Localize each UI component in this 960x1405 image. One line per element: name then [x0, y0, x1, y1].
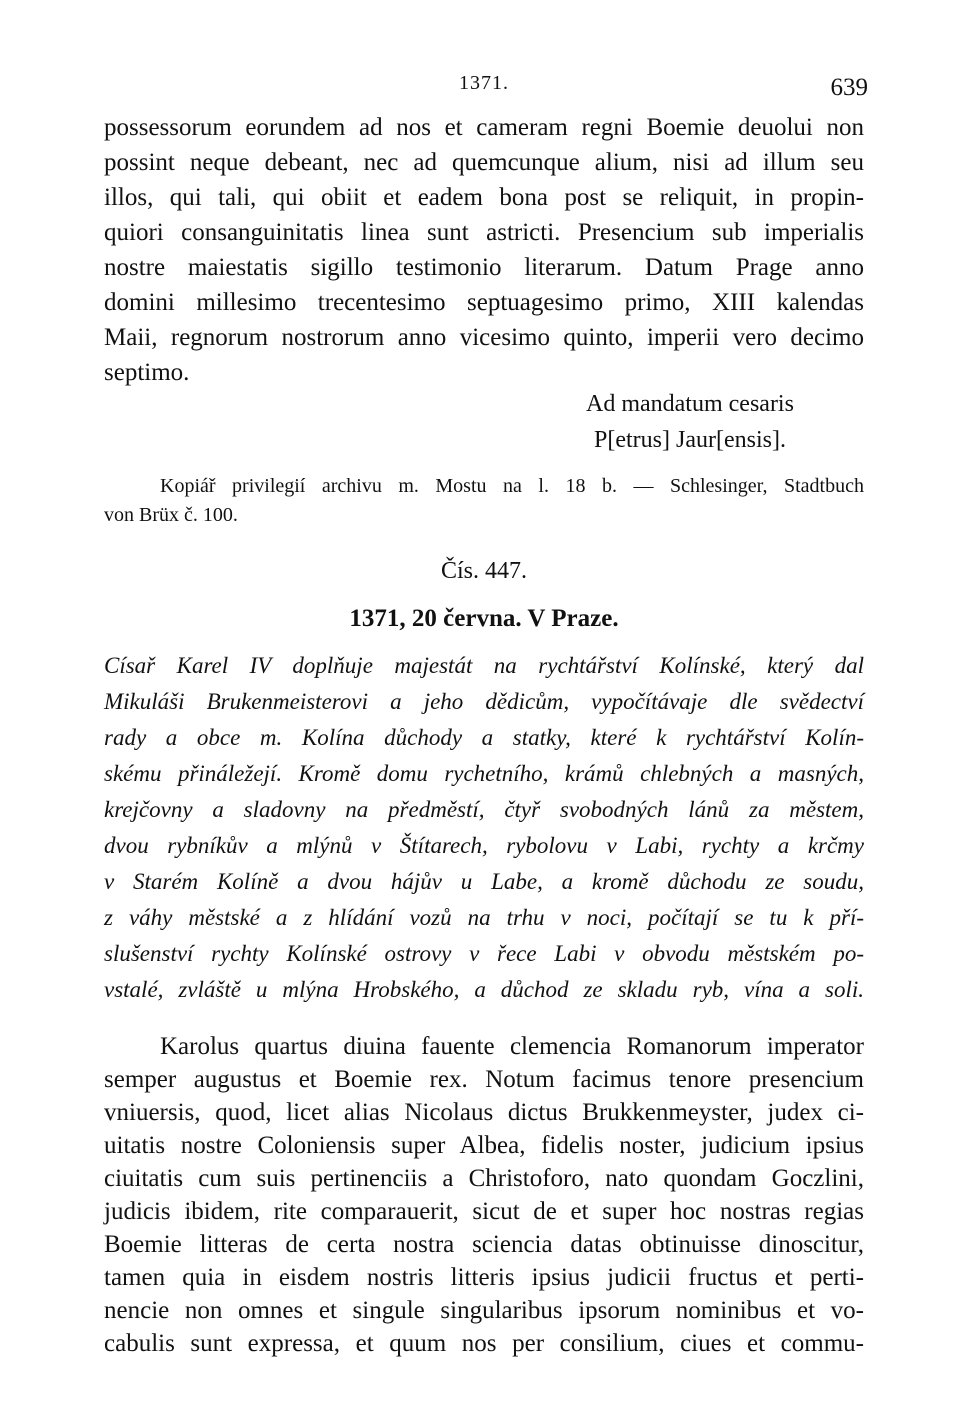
text-line: tamen quia in eisdem nostris litteris ipsius judicii fructus et perti-: [104, 1264, 864, 1291]
text-line: cabulis sunt expressa, et quum nos per consilium, ciues et commu-: [104, 1330, 864, 1357]
regest-line: slušenství rychty Kolínské ostrovy v řece Labi v obvodu městském po-: [104, 941, 864, 966]
text-line: nencie non omnes et singule singularibus ipsorum nominibus et vo-: [104, 1297, 864, 1324]
signature-line-2: P[etrus] Jaur[ensis].: [594, 427, 786, 453]
text-line: illos, qui tali, qui obiit et eadem bona post se reliquit, in propin-: [104, 184, 864, 211]
regest-line: Císař Karel IV doplňuje majestát na rychtářství Kolínské, který dal: [104, 653, 864, 678]
latin-paragraph-2: [104, 1030, 864, 1360]
text-line: possint neque debeant, nec ad quemcunque alium, nisi ad illum seu: [104, 149, 864, 176]
text-line: uitatis nostre Coloniensis super Albea, fidelis noster, judicium ipsius: [104, 1132, 864, 1159]
regest-line: krejčovny a sladovny na předměstí, čtyř svobodných lánů za městem,: [104, 797, 864, 822]
source-note-line: von Brüx č. 100.: [104, 504, 238, 526]
source-note-line: Kopiář privilegií archivu m. Mostu na l. 18 b. — Schlesinger, Stadtbuch: [160, 475, 864, 497]
source-note: [104, 472, 864, 530]
text-line: vniuersis, quod, licet alias Nicolaus dictus Brukkenmeyster, judex ci-: [104, 1099, 864, 1126]
latin-paragraph-1: [104, 110, 864, 390]
regest-line: rady a obce m. Kolína důchody a statky, které k rychtářství Kolín-: [104, 725, 864, 750]
text-line: Boemie litteras de certa nostra sciencia datas obtinuisse dinoscitur,: [104, 1231, 864, 1258]
page-header: [104, 64, 868, 101]
signature-line-1: Ad mandatum cesaris: [586, 391, 794, 417]
text-line: judicis ibidem, rite comparauerit, sicut de et super hoc nostras regias: [104, 1198, 864, 1225]
text-line: quiori consanguinitatis linea sunt astricti. Presencium sub imperialis: [104, 219, 864, 246]
regest-line: skému přináležejí. Kromě domu rychetního, krámů chlebných a masných,: [104, 761, 864, 786]
regest-line: z váhy městské a z hlídání vozů na trhu v noci, počítají se tu k pří-: [104, 905, 864, 930]
regest-line: Mikuláši Brukenmeisterovi a jeho dědicům, vypočítávaje dle svědectví: [104, 689, 864, 714]
regest-summary: [104, 648, 864, 1008]
text-line: domini millesimo trecentesimo septuagesimo primo, XIII kalendas: [104, 289, 864, 316]
text-line: semper augustus et Boemie rex. Notum facimus tenore presencium: [104, 1066, 864, 1093]
page-number: 639: [830, 74, 868, 101]
text-line: ciuitatis cum suis pertinenciis a Christoforo, nato quondam Goczlini,: [104, 1165, 864, 1192]
text-line: septimo.: [104, 359, 190, 386]
text-line: Maii, regnorum nostrorum anno vicesimo quinto, imperii vero decimo: [104, 324, 864, 351]
regest-line: v Starém Kolíně a dvou hájův u Labe, a kromě důchodu ze soudu,: [104, 869, 864, 894]
document-number: Čís. 447.: [440, 558, 527, 584]
regest-line: vstalé, zvláště u mlýna Hrobského, a důchod ze skladu ryb, vína a soli.: [104, 977, 864, 1002]
text-line: Karolus quartus diuina fauente clemencia Romanorum imperator: [160, 1033, 864, 1060]
document-page: [104, 64, 868, 1360]
header-year: 1371.: [459, 72, 509, 94]
document-date: 1371, 20 června. V Praze.: [349, 605, 619, 632]
regest-line: dvou rybníkův a mlýnů v Štítarech, rybolovu v Labi, rychty a krčmy: [104, 833, 864, 858]
text-line: possessorum eorundem ad nos et cameram regni Boemie deuolui non: [104, 114, 864, 141]
text-line: nostre maiestatis sigillo testimonio literarum. Datum Prage anno: [104, 254, 864, 281]
